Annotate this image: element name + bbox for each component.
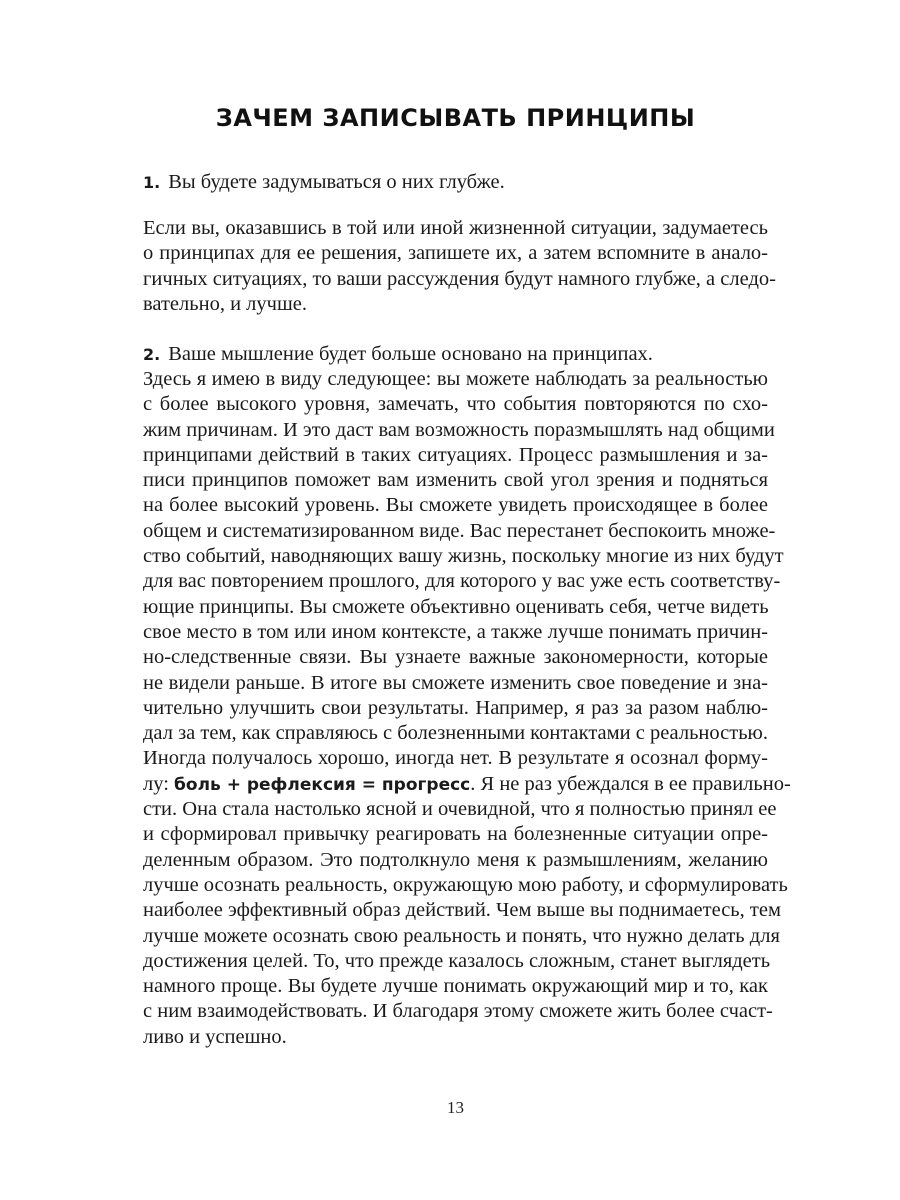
text-line: ство событий, наводняющих вашу жизнь, поскольку многие из них будут (143, 545, 784, 568)
text-line: Здесь я имею в виду следующее: вы можете наблюдать за реальностью (143, 368, 768, 390)
formula-line (143, 772, 791, 797)
text-line: не видели раньше. В итоге вы сможете изменить свое поведение и зна- (143, 671, 768, 694)
text-line: гичных ситуациях, то ваши рассуждения будут намного глубже, а следо- (143, 267, 776, 290)
text-line: писи принципов поможет вам изменить свой угол зрения и подняться (143, 469, 768, 492)
formula-text: боль + рефлексия = прогресс (174, 774, 471, 795)
text-line: лучше можете осознать свою реальность и понять, что нужно делать для (143, 924, 780, 947)
text-line: и сформировал привычку реагировать на болезненные ситуации опре- (143, 823, 768, 846)
text-line: принципами действий в таких ситуациях. Процесс размышления и за- (143, 443, 768, 466)
paragraph-2 (143, 367, 791, 1050)
text-line: с ним взаимодействовать. И благодаря этому сможете жить более счаст- (143, 1000, 773, 1023)
text-line: для вас повторением прошлого, для которого у вас уже есть соответству- (143, 570, 781, 593)
item-heading: Ваше мышление будет больше основано на принципах. (168, 343, 653, 365)
item-heading: Вы будете задумываться о них глубже. (168, 171, 505, 193)
text-line: чительно улучшить свои результаты. Например, я раз за разом наблю- (143, 696, 768, 719)
text-line: общем и систематизированном виде. Вас перестанет беспокоить множе- (143, 519, 776, 542)
text-line: ливо и успешно. (143, 1025, 287, 1048)
text-line: жим причинам. И это даст вам возможность поразмышлять над общими (143, 418, 775, 441)
text-line: на более высокий уровень. Вы сможете увидеть происходящее в более (143, 494, 768, 517)
text-line: достижения целей. То, что прежде казалось сложным, станет выглядеть (143, 949, 771, 972)
text-line: но-следственные связи. Вы узнаете важные закономерности, которые (143, 646, 768, 669)
text-line: ющие принципы. Вы сможете объективно оценивать себя, четче видеть (143, 595, 769, 618)
text-line: Иногда получалось хорошо, иногда нет. В результате я осознал форму- (143, 747, 768, 770)
text-line: Если вы, оказавшись в той или иной жизненной ситуации, задумаетесь (143, 217, 768, 239)
text-line: намного проще. Вы будете лучше понимать окружающий мир и то, как (143, 975, 768, 998)
formula-suffix: . Я не раз убеждался в ее правильно- (470, 772, 791, 795)
text-line: лучше осознать реальность, окружающую мою работу, и сформулировать (143, 873, 788, 896)
page-title: ЗАЧЕМ ЗАПИСЫВАТЬ ПРИНЦИПЫ (215, 104, 696, 132)
text-line: вательно, и лучше. (143, 292, 307, 315)
page-number: 13 (447, 1098, 464, 1117)
numbered-heading-2 (143, 342, 653, 367)
text-line: о принципах для ее решения, запишете их, а затем вспомните в анало- (143, 242, 768, 265)
text-line: наиболее эффективный образ действий. Чем выше вы поднимаетесь, тем (143, 899, 781, 922)
paragraph-1 (143, 216, 776, 317)
numbered-heading-1 (143, 170, 505, 195)
item-number: 1. (143, 173, 161, 192)
text-line: дал за тем, как справляюсь с болезненными контактами с реальностью. (143, 722, 768, 745)
formula-prefix: лу: (143, 772, 175, 795)
text-line: свое место в том или ином контексте, а также лучше понимать причин- (143, 620, 768, 643)
text-line: сти. Она стала настолько ясной и очевидной, что я полностью принял ее (143, 798, 777, 821)
item-number: 2. (143, 345, 161, 364)
text-line: деленным образом. Это подтолкнуло меня к размышлениям, желанию (143, 848, 768, 871)
text-line: с более высокого уровня, замечать, что события повторяются по схо- (143, 393, 768, 416)
